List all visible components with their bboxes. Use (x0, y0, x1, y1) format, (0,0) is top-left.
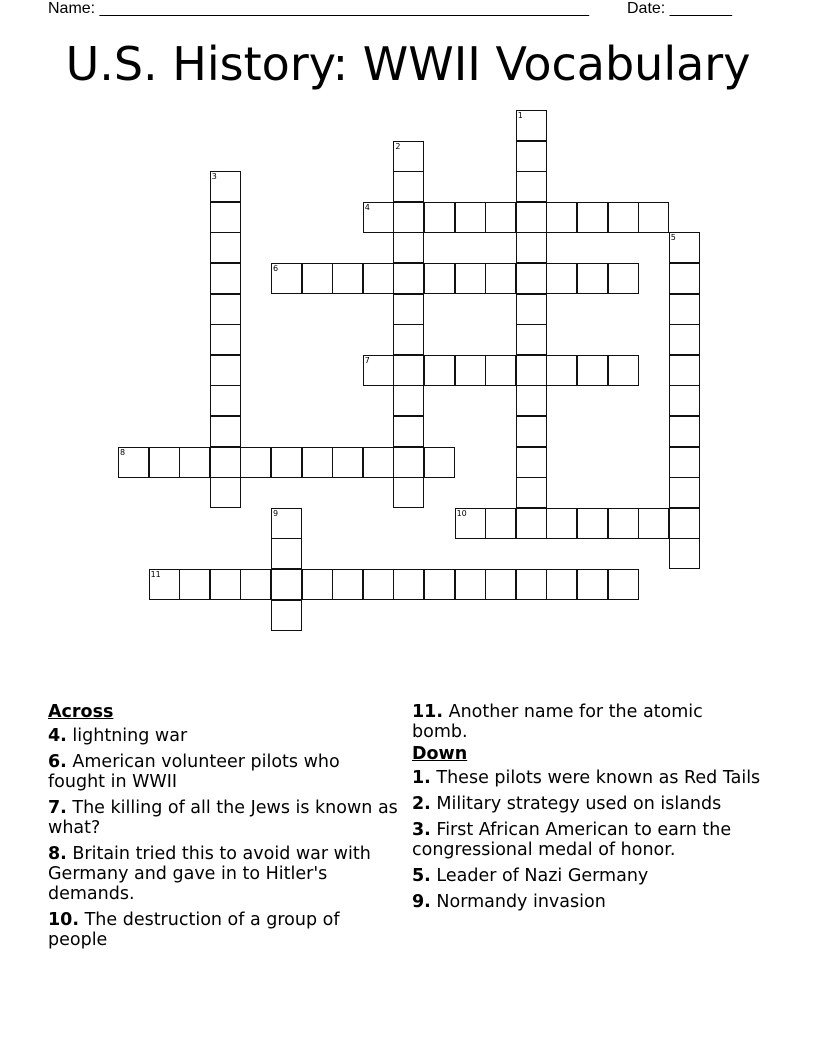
grid-cell[interactable] (210, 385, 241, 416)
clue-text: Another name for the atomic bomb. (412, 702, 703, 742)
grid-cell[interactable] (455, 202, 486, 233)
grid-cell[interactable] (516, 263, 547, 294)
cell-number: 10 (456, 508, 467, 518)
cell-number: 9 (273, 508, 279, 518)
grid-cell[interactable] (608, 508, 639, 539)
grid-cell[interactable] (424, 569, 455, 600)
clue-across-4 (48, 726, 398, 746)
clue-across-7 (48, 798, 398, 838)
grid-cell[interactable] (669, 294, 700, 325)
grid-cell[interactable] (210, 171, 241, 202)
grid-cell[interactable] (638, 202, 669, 233)
grid-cell[interactable] (577, 569, 608, 600)
grid-cell[interactable] (455, 263, 486, 294)
grid-cell[interactable] (516, 202, 547, 233)
grid-cell[interactable] (638, 508, 669, 539)
cell-number: 7 (364, 355, 370, 365)
grid-cell[interactable] (577, 263, 608, 294)
grid-cell[interactable] (210, 232, 241, 263)
grid-cell[interactable] (516, 355, 547, 386)
grid-cell[interactable] (118, 447, 149, 478)
grid-cell[interactable] (485, 202, 516, 233)
grid-cell[interactable] (608, 355, 639, 386)
grid-cell[interactable] (424, 355, 455, 386)
clue-number: 4. (48, 726, 67, 746)
clue-down-5 (412, 866, 762, 886)
date-field-label: Date: _______ (627, 0, 732, 17)
grid-cell[interactable] (424, 202, 455, 233)
name-field-label: Name: _______________________________________________________ (48, 0, 589, 17)
grid-cell[interactable] (210, 324, 241, 355)
grid-cell[interactable] (332, 569, 363, 600)
clue-number: 3. (412, 820, 431, 840)
clue-down-3 (412, 820, 762, 860)
grid-cell[interactable] (210, 569, 241, 600)
grid-cell[interactable] (393, 385, 424, 416)
grid-cell[interactable] (669, 508, 700, 539)
grid-cell[interactable] (577, 355, 608, 386)
grid-cell[interactable] (271, 508, 302, 539)
clue-text: Britain tried this to avoid war with Germany and gave in to Hitler's demands. (48, 844, 371, 904)
clue-text: American volunteer pilots who fought in WWII (48, 752, 340, 792)
grid-cell[interactable] (577, 202, 608, 233)
grid-cell[interactable] (240, 569, 271, 600)
grid-cell[interactable] (393, 232, 424, 263)
grid-cell[interactable] (669, 385, 700, 416)
grid-cell[interactable] (210, 202, 241, 233)
clue-across-11 (412, 702, 762, 742)
grid-cell[interactable] (271, 569, 302, 600)
clue-text: The killing of all the Jews is known as what? (48, 798, 398, 838)
clue-text: The destruction of a group of people (48, 910, 340, 950)
clue-across-6 (48, 752, 398, 792)
grid-cell[interactable] (516, 569, 547, 600)
grid-cell[interactable] (424, 447, 455, 478)
grid-cell[interactable] (546, 202, 577, 233)
clues-column-right (412, 702, 762, 918)
grid-cell[interactable] (393, 355, 424, 386)
grid-cell[interactable] (516, 294, 547, 325)
clue-number: 5. (412, 866, 431, 886)
grid-cell[interactable] (210, 416, 241, 447)
page-title: U.S. History: WWII Vocabulary (65, 37, 751, 91)
cell-number: 8 (120, 447, 126, 457)
grid-cell[interactable] (210, 477, 241, 508)
grid-cell[interactable] (393, 202, 424, 233)
grid-cell[interactable] (393, 141, 424, 172)
clue-text: Leader of Nazi Germany (436, 866, 649, 886)
cell-number: 5 (670, 233, 676, 243)
clue-number: 2. (412, 794, 431, 814)
grid-cell[interactable] (363, 263, 394, 294)
grid-cell[interactable] (455, 569, 486, 600)
grid-cell[interactable] (179, 447, 210, 478)
grid-cell[interactable] (332, 263, 363, 294)
grid-cell[interactable] (393, 477, 424, 508)
clue-number: 10. (48, 910, 80, 930)
cell-number: 11 (150, 570, 161, 579)
cell-number: 1 (517, 111, 523, 120)
grid-cell[interactable] (546, 355, 577, 386)
clue-text: First African American to earn the congressional medal of honor. (412, 820, 732, 860)
clue-down-9 (412, 892, 762, 912)
grid-cell[interactable] (669, 263, 700, 294)
clues-column-left (48, 702, 398, 956)
grid-cell[interactable] (210, 355, 241, 386)
grid-cell[interactable] (363, 202, 394, 233)
clue-text: These pilots were known as Red Tails (436, 768, 761, 788)
grid-cell[interactable] (302, 569, 333, 600)
grid-cell[interactable] (577, 508, 608, 539)
grid-cell[interactable] (516, 447, 547, 478)
grid-cell[interactable] (608, 202, 639, 233)
clue-text: Military strategy used on islands (436, 794, 722, 814)
grid-cell[interactable] (179, 569, 210, 600)
grid-cell[interactable] (669, 416, 700, 447)
clue-across-8 (48, 844, 398, 904)
grid-cell[interactable] (669, 355, 700, 386)
grid-cell[interactable] (363, 569, 394, 600)
clue-down-1 (412, 768, 762, 788)
clue-across-10 (48, 910, 398, 950)
clue-number: 6. (48, 752, 67, 772)
grid-cell[interactable] (516, 416, 547, 447)
grid-cell[interactable] (210, 294, 241, 325)
grid-cell[interactable] (516, 171, 547, 202)
grid-cell[interactable] (516, 324, 547, 355)
grid-cell[interactable] (455, 355, 486, 386)
grid-cell[interactable] (271, 538, 302, 569)
clue-down-2 (412, 794, 762, 814)
grid-cell[interactable] (393, 294, 424, 325)
clue-number: 8. (48, 844, 67, 864)
grid-cell[interactable] (393, 447, 424, 478)
cell-number: 6 (273, 264, 279, 273)
across-heading: Across (48, 702, 114, 722)
grid-cell[interactable] (516, 110, 547, 141)
grid-cell[interactable] (669, 477, 700, 508)
grid-cell[interactable] (302, 447, 333, 478)
grid-cell[interactable] (546, 569, 577, 600)
grid-cell[interactable] (669, 538, 700, 569)
grid-cell[interactable] (363, 355, 394, 386)
grid-cell[interactable] (516, 232, 547, 263)
grid-cell[interactable] (271, 600, 302, 631)
grid-cell[interactable] (608, 569, 639, 600)
grid-cell[interactable] (485, 508, 516, 539)
grid-cell[interactable] (240, 447, 271, 478)
grid-cell[interactable] (363, 447, 394, 478)
clue-text: Normandy invasion (436, 892, 606, 912)
grid-cell[interactable] (516, 141, 547, 172)
grid-cell[interactable] (546, 508, 577, 539)
cell-number: 3 (211, 172, 217, 182)
grid-cell[interactable] (393, 569, 424, 600)
grid-cell[interactable] (608, 263, 639, 294)
clue-number: 7. (48, 798, 67, 818)
grid-cell[interactable] (149, 447, 180, 478)
grid-cell[interactable] (393, 263, 424, 294)
clue-number: 1. (412, 768, 431, 788)
grid-cell[interactable] (455, 508, 486, 539)
grid-cell[interactable] (210, 447, 241, 478)
grid-cell[interactable] (149, 569, 180, 600)
cell-number: 2 (395, 141, 401, 151)
grid-cell[interactable] (332, 447, 363, 478)
grid-cell[interactable] (516, 385, 547, 416)
grid-cell[interactable] (210, 263, 241, 294)
grid-cell[interactable] (271, 447, 302, 478)
grid-cell[interactable] (393, 416, 424, 447)
grid-cell[interactable] (669, 324, 700, 355)
clue-text: lightning war (72, 726, 188, 746)
grid-cell[interactable] (485, 355, 516, 386)
grid-cell[interactable] (271, 263, 302, 294)
grid-cell[interactable] (669, 447, 700, 478)
grid-cell[interactable] (485, 263, 516, 294)
cell-number: 4 (364, 202, 370, 212)
grid-cell[interactable] (393, 324, 424, 355)
grid-cell[interactable] (546, 263, 577, 294)
grid-cell[interactable] (424, 263, 455, 294)
clue-number: 9. (412, 892, 431, 912)
clue-number: 11. (412, 702, 444, 722)
grid-cell[interactable] (485, 569, 516, 600)
grid-cell[interactable] (393, 171, 424, 202)
grid-cell[interactable] (516, 477, 547, 508)
grid-cell[interactable] (516, 508, 547, 539)
grid-cell[interactable] (669, 232, 700, 263)
grid-cell[interactable] (302, 263, 333, 294)
down-heading: Down (412, 744, 468, 764)
